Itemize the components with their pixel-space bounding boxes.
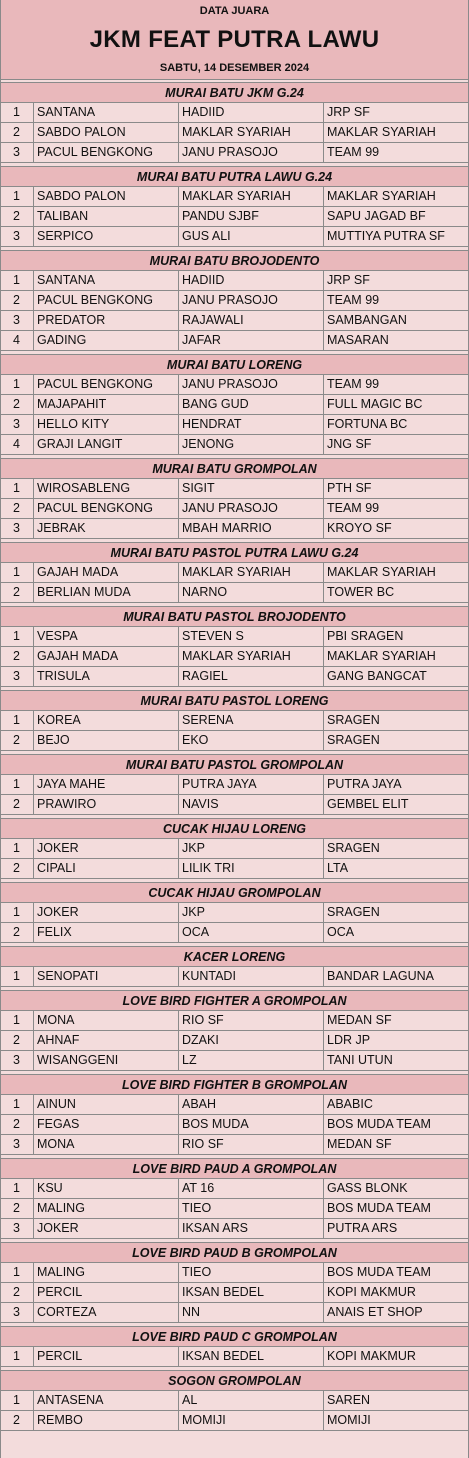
table-row	[1, 775, 468, 795]
rank-cell: 1	[1, 627, 34, 646]
team-cell: TEAM 99	[327, 293, 380, 307]
table-row	[1, 1031, 468, 1051]
table-row	[1, 647, 468, 667]
bird-name-cell: ANTASENA	[34, 1391, 179, 1410]
owner-cell: NAVIS	[179, 795, 324, 814]
sheet-label: DATA JUARA	[1, 0, 468, 22]
rank-cell: 1	[1, 903, 34, 922]
category-title: KACER LORENG	[1, 947, 468, 967]
table-row	[1, 207, 468, 227]
rank-cell: 1	[1, 1347, 34, 1366]
bird-name-cell: TRISULA	[34, 667, 179, 686]
bird-name-cell: MALING	[34, 1263, 179, 1282]
category-section	[1, 83, 468, 167]
table-row	[1, 1051, 468, 1071]
table-row	[1, 311, 468, 331]
rank-cell: 1	[1, 1095, 34, 1114]
rank-cell: 3	[1, 667, 34, 686]
team-cell: PUTRA ARS	[327, 1221, 398, 1235]
team-cell: SRAGEN	[327, 713, 380, 727]
bird-name-cell: CIPALI	[34, 859, 179, 878]
bird-name-cell: BERLIAN MUDA	[34, 583, 179, 602]
bird-name-cell: VESPA	[34, 627, 179, 646]
table-row	[1, 415, 468, 435]
team-cell: JRP SF	[327, 273, 370, 287]
category-section	[1, 1159, 468, 1243]
category-title: LOVE BIRD PAUD A GROMPOLAN	[1, 1159, 468, 1179]
table-row	[1, 1095, 468, 1115]
table-row	[1, 271, 468, 291]
team-cell: MAKLAR SYARIAH	[327, 649, 436, 663]
table-row	[1, 291, 468, 311]
category-title: MURAI BATU PASTOL LORENG	[1, 691, 468, 711]
table-row	[1, 435, 468, 455]
owner-cell: MBAH MARRIO	[179, 519, 324, 538]
owner-cell: JENONG	[179, 435, 324, 454]
table-row	[1, 795, 468, 815]
team-cell: GEMBEL ELIT	[327, 797, 409, 811]
table-row	[1, 331, 468, 351]
owner-cell: LZ	[179, 1051, 324, 1070]
team-cell: TEAM 99	[327, 501, 380, 515]
category-title: LOVE BIRD FIGHTER B GROMPOLAN	[1, 1075, 468, 1095]
bird-name-cell: TALIBAN	[34, 207, 179, 226]
category-section	[1, 691, 468, 755]
owner-cell: PUTRA JAYA	[179, 775, 324, 794]
rank-cell: 2	[1, 1411, 34, 1430]
owner-cell: RIO SF	[179, 1011, 324, 1030]
owner-cell: DZAKI	[179, 1031, 324, 1050]
rank-cell: 2	[1, 291, 34, 310]
bird-name-cell: KSU	[34, 1179, 179, 1198]
team-cell: JRP SF	[327, 105, 370, 119]
bird-name-cell: BEJO	[34, 731, 179, 750]
owner-cell: MAKLAR SYARIAH	[179, 123, 324, 142]
rank-cell: 1	[1, 187, 34, 206]
team-cell: TEAM 99	[327, 377, 380, 391]
category-section	[1, 459, 468, 543]
owner-cell: RIO SF	[179, 1135, 324, 1154]
category-title: SOGON GROMPOLAN	[1, 1371, 468, 1391]
bird-name-cell: MONA	[34, 1011, 179, 1030]
owner-cell: HENDRAT	[179, 415, 324, 434]
rank-cell: 3	[1, 311, 34, 330]
owner-cell: JANU PRASOJO	[179, 499, 324, 518]
rank-cell: 2	[1, 1031, 34, 1050]
category-section	[1, 755, 468, 819]
bird-name-cell: AHNAF	[34, 1031, 179, 1050]
owner-cell: RAGIEL	[179, 667, 324, 686]
category-section	[1, 1243, 468, 1327]
bird-name-cell: JOKER	[34, 1219, 179, 1238]
category-section	[1, 991, 468, 1075]
table-row	[1, 583, 468, 603]
table-row	[1, 143, 468, 163]
table-row	[1, 839, 468, 859]
owner-cell: JANU PRASOJO	[179, 291, 324, 310]
team-cell: LDR JP	[327, 1033, 371, 1047]
category-title: MURAI BATU BROJODENTO	[1, 251, 468, 271]
bird-name-cell: CORTEZA	[34, 1303, 179, 1322]
table-row	[1, 1179, 468, 1199]
owner-cell: IKSAN ARS	[179, 1219, 324, 1238]
bird-name-cell: MONA	[34, 1135, 179, 1154]
category-section	[1, 883, 468, 947]
category-section	[1, 1075, 468, 1159]
owner-cell: MAKLAR SYARIAH	[179, 563, 324, 582]
team-cell: MEDAN SF	[327, 1013, 392, 1027]
table-row	[1, 1011, 468, 1031]
table-row	[1, 903, 468, 923]
table-row	[1, 1199, 468, 1219]
rank-cell: 1	[1, 375, 34, 394]
owner-cell: HADIID	[179, 271, 324, 290]
table-row	[1, 1219, 468, 1239]
rank-cell: 2	[1, 1199, 34, 1218]
team-cell: BOS MUDA TEAM	[327, 1265, 431, 1279]
bird-name-cell: MAJAPAHIT	[34, 395, 179, 414]
table-row	[1, 859, 468, 879]
table-row	[1, 103, 468, 123]
team-cell: ABABIC	[327, 1097, 373, 1111]
team-cell: MAKLAR SYARIAH	[327, 565, 436, 579]
team-cell: PBI SRAGEN	[327, 629, 404, 643]
owner-cell: BANG GUD	[179, 395, 324, 414]
team-cell: MEDAN SF	[327, 1137, 392, 1151]
owner-cell: JANU PRASOJO	[179, 375, 324, 394]
owner-cell: EKO	[179, 731, 324, 750]
category-section	[1, 543, 468, 607]
table-row	[1, 1303, 468, 1323]
bird-name-cell: JOKER	[34, 903, 179, 922]
team-cell: MAKLAR SYARIAH	[327, 125, 436, 139]
team-cell: BANDAR LAGUNA	[327, 969, 434, 983]
team-cell: MAKLAR SYARIAH	[327, 189, 436, 203]
owner-cell: NARNO	[179, 583, 324, 602]
owner-cell: NN	[179, 1303, 324, 1322]
table-row	[1, 967, 468, 987]
owner-cell: OCA	[179, 923, 324, 942]
rank-cell: 4	[1, 331, 34, 350]
team-cell: SRAGEN	[327, 841, 380, 855]
team-cell: KOPI MAKMUR	[327, 1285, 416, 1299]
table-row	[1, 731, 468, 751]
table-row	[1, 479, 468, 499]
bird-name-cell: MALING	[34, 1199, 179, 1218]
category-title: MURAI BATU GROMPOLAN	[1, 459, 468, 479]
rank-cell: 2	[1, 395, 34, 414]
table-row	[1, 667, 468, 687]
team-cell: TEAM 99	[327, 145, 380, 159]
rank-cell: 2	[1, 923, 34, 942]
bird-name-cell: PREDATOR	[34, 311, 179, 330]
bird-name-cell: PACUL BENGKONG	[34, 499, 179, 518]
team-cell: SRAGEN	[327, 733, 380, 747]
table-row	[1, 1391, 468, 1411]
team-cell: BOS MUDA TEAM	[327, 1201, 431, 1215]
table-row	[1, 519, 468, 539]
bird-name-cell: SABDO PALON	[34, 187, 179, 206]
team-cell: TANI UTUN	[327, 1053, 393, 1067]
event-title: JKM FEAT PUTRA LAWU	[1, 22, 468, 58]
bird-name-cell: PACUL BENGKONG	[34, 291, 179, 310]
bird-name-cell: GAJAH MADA	[34, 563, 179, 582]
owner-cell: JAFAR	[179, 331, 324, 350]
category-section	[1, 167, 468, 251]
owner-cell: IKSAN BEDEL	[179, 1283, 324, 1302]
team-cell: FULL MAGIC BC	[327, 397, 423, 411]
category-section	[1, 1371, 468, 1431]
rank-cell: 1	[1, 103, 34, 122]
bird-name-cell: SANTANA	[34, 103, 179, 122]
rank-cell: 3	[1, 1219, 34, 1238]
table-row	[1, 123, 468, 143]
rank-cell: 2	[1, 731, 34, 750]
team-cell: KROYO SF	[327, 521, 392, 535]
team-cell: LTA	[327, 861, 349, 875]
rank-cell: 3	[1, 519, 34, 538]
bird-name-cell: KOREA	[34, 711, 179, 730]
bird-name-cell: GAJAH MADA	[34, 647, 179, 666]
bird-name-cell: SENOPATI	[34, 967, 179, 986]
category-list	[1, 83, 468, 1431]
rank-cell: 1	[1, 1011, 34, 1030]
owner-cell: PANDU SJBF	[179, 207, 324, 226]
category-title: CUCAK HIJAU GROMPOLAN	[1, 883, 468, 903]
bird-name-cell: PERCIL	[34, 1283, 179, 1302]
category-section	[1, 607, 468, 691]
category-title: MURAI BATU PUTRA LAWU G.24	[1, 167, 468, 187]
rank-cell: 3	[1, 143, 34, 162]
bird-name-cell: JOKER	[34, 839, 179, 858]
owner-cell: JKP	[179, 839, 324, 858]
category-title: LOVE BIRD PAUD B GROMPOLAN	[1, 1243, 468, 1263]
bird-name-cell: REMBO	[34, 1411, 179, 1430]
rank-cell: 2	[1, 123, 34, 142]
bird-name-cell: JAYA MAHE	[34, 775, 179, 794]
team-cell: SRAGEN	[327, 905, 380, 919]
rank-cell: 2	[1, 795, 34, 814]
rank-cell: 3	[1, 415, 34, 434]
category-title: MURAI BATU PASTOL PUTRA LAWU G.24	[1, 543, 468, 563]
owner-cell: HADIID	[179, 103, 324, 122]
owner-cell: TIEO	[179, 1199, 324, 1218]
category-title: LOVE BIRD FIGHTER A GROMPOLAN	[1, 991, 468, 1011]
team-cell: PUTRA JAYA	[327, 777, 402, 791]
table-row	[1, 1263, 468, 1283]
rank-cell: 1	[1, 1263, 34, 1282]
team-cell: SAREN	[327, 1393, 371, 1407]
category-section	[1, 947, 468, 991]
category-section	[1, 251, 468, 355]
owner-cell: GUS ALI	[179, 227, 324, 246]
owner-cell: STEVEN S	[179, 627, 324, 646]
category-title: MURAI BATU LORENG	[1, 355, 468, 375]
owner-cell: LILIK TRI	[179, 859, 324, 878]
rank-cell: 2	[1, 583, 34, 602]
bird-name-cell: PACUL BENGKONG	[34, 143, 179, 162]
bird-name-cell: PERCIL	[34, 1347, 179, 1366]
category-title: CUCAK HIJAU LORENG	[1, 819, 468, 839]
table-row	[1, 1283, 468, 1303]
rank-cell: 1	[1, 967, 34, 986]
team-cell: OCA	[327, 925, 355, 939]
category-section	[1, 819, 468, 883]
team-cell: FORTUNA BC	[327, 417, 408, 431]
rank-cell: 2	[1, 647, 34, 666]
category-title: MURAI BATU PASTOL GROMPOLAN	[1, 755, 468, 775]
owner-cell: MAKLAR SYARIAH	[179, 187, 324, 206]
rank-cell: 1	[1, 563, 34, 582]
rank-cell: 2	[1, 499, 34, 518]
bird-name-cell: WIROSABLENG	[34, 479, 179, 498]
category-section	[1, 1327, 468, 1371]
owner-cell: SIGIT	[179, 479, 324, 498]
table-row	[1, 395, 468, 415]
rank-cell: 2	[1, 1115, 34, 1134]
owner-cell: AL	[179, 1391, 324, 1410]
owner-cell: JANU PRASOJO	[179, 143, 324, 162]
rank-cell: 1	[1, 711, 34, 730]
rank-cell: 1	[1, 479, 34, 498]
category-title: LOVE BIRD PAUD C GROMPOLAN	[1, 1327, 468, 1347]
team-cell: GANG BANGCAT	[327, 669, 427, 683]
table-row	[1, 1135, 468, 1155]
table-row	[1, 627, 468, 647]
bird-name-cell: JEBRAK	[34, 519, 179, 538]
category-section	[1, 355, 468, 459]
owner-cell: KUNTADI	[179, 967, 324, 986]
owner-cell: BOS MUDA	[179, 1115, 324, 1134]
bird-name-cell: PRAWIRO	[34, 795, 179, 814]
table-row	[1, 375, 468, 395]
team-cell: MUTTIYA PUTRA SF	[327, 229, 445, 243]
table-row	[1, 1347, 468, 1367]
rank-cell: 3	[1, 227, 34, 246]
rank-cell: 3	[1, 1135, 34, 1154]
owner-cell: IKSAN BEDEL	[179, 1347, 324, 1366]
bird-name-cell: PACUL BENGKONG	[34, 375, 179, 394]
table-row	[1, 563, 468, 583]
rank-cell: 2	[1, 1283, 34, 1302]
table-row	[1, 923, 468, 943]
table-row	[1, 711, 468, 731]
rank-cell: 2	[1, 207, 34, 226]
table-row	[1, 499, 468, 519]
bird-name-cell: GADING	[34, 331, 179, 350]
bird-name-cell: WISANGGENI	[34, 1051, 179, 1070]
owner-cell: RAJAWALI	[179, 311, 324, 330]
bird-name-cell: AINUN	[34, 1095, 179, 1114]
team-cell: PTH SF	[327, 481, 372, 495]
bird-name-cell: GRAJI LANGIT	[34, 435, 179, 454]
category-title: MURAI BATU JKM G.24	[1, 83, 468, 103]
rank-cell: 4	[1, 435, 34, 454]
team-cell: MOMIJI	[327, 1413, 371, 1427]
table-row	[1, 227, 468, 247]
table-row	[1, 1115, 468, 1135]
owner-cell: ABAH	[179, 1095, 324, 1114]
owner-cell: TIEO	[179, 1263, 324, 1282]
team-cell: JNG SF	[327, 437, 372, 451]
rank-cell: 1	[1, 839, 34, 858]
event-date: SABTU, 14 DESEMBER 2024	[1, 58, 468, 80]
owner-cell: MAKLAR SYARIAH	[179, 647, 324, 666]
team-cell: BOS MUDA TEAM	[327, 1117, 431, 1131]
bird-name-cell: SERPICO	[34, 227, 179, 246]
bird-name-cell: SABDO PALON	[34, 123, 179, 142]
team-cell: KOPI MAKMUR	[327, 1349, 416, 1363]
rank-cell: 1	[1, 1391, 34, 1410]
owner-cell: SERENA	[179, 711, 324, 730]
bird-name-cell: FEGAS	[34, 1115, 179, 1134]
bird-name-cell: FELIX	[34, 923, 179, 942]
team-cell: ANAIS ET SHOP	[327, 1305, 423, 1319]
rank-cell: 1	[1, 1179, 34, 1198]
rank-cell: 3	[1, 1051, 34, 1070]
table-row	[1, 1411, 468, 1431]
rank-cell: 2	[1, 859, 34, 878]
bird-name-cell: HELLO KITY	[34, 415, 179, 434]
owner-cell: MOMIJI	[179, 1411, 324, 1430]
team-cell: GASS BLONK	[327, 1181, 408, 1195]
rank-cell: 1	[1, 775, 34, 794]
team-cell: MASARAN	[327, 333, 389, 347]
rank-cell: 3	[1, 1303, 34, 1322]
bird-name-cell: SANTANA	[34, 271, 179, 290]
owner-cell: AT 16	[179, 1179, 324, 1198]
table-row	[1, 187, 468, 207]
rank-cell: 1	[1, 271, 34, 290]
team-cell: SAMBANGAN	[327, 313, 407, 327]
team-cell: SAPU JAGAD BF	[327, 209, 426, 223]
owner-cell: JKP	[179, 903, 324, 922]
team-cell: TOWER BC	[327, 585, 395, 599]
category-title: MURAI BATU PASTOL BROJODENTO	[1, 607, 468, 627]
